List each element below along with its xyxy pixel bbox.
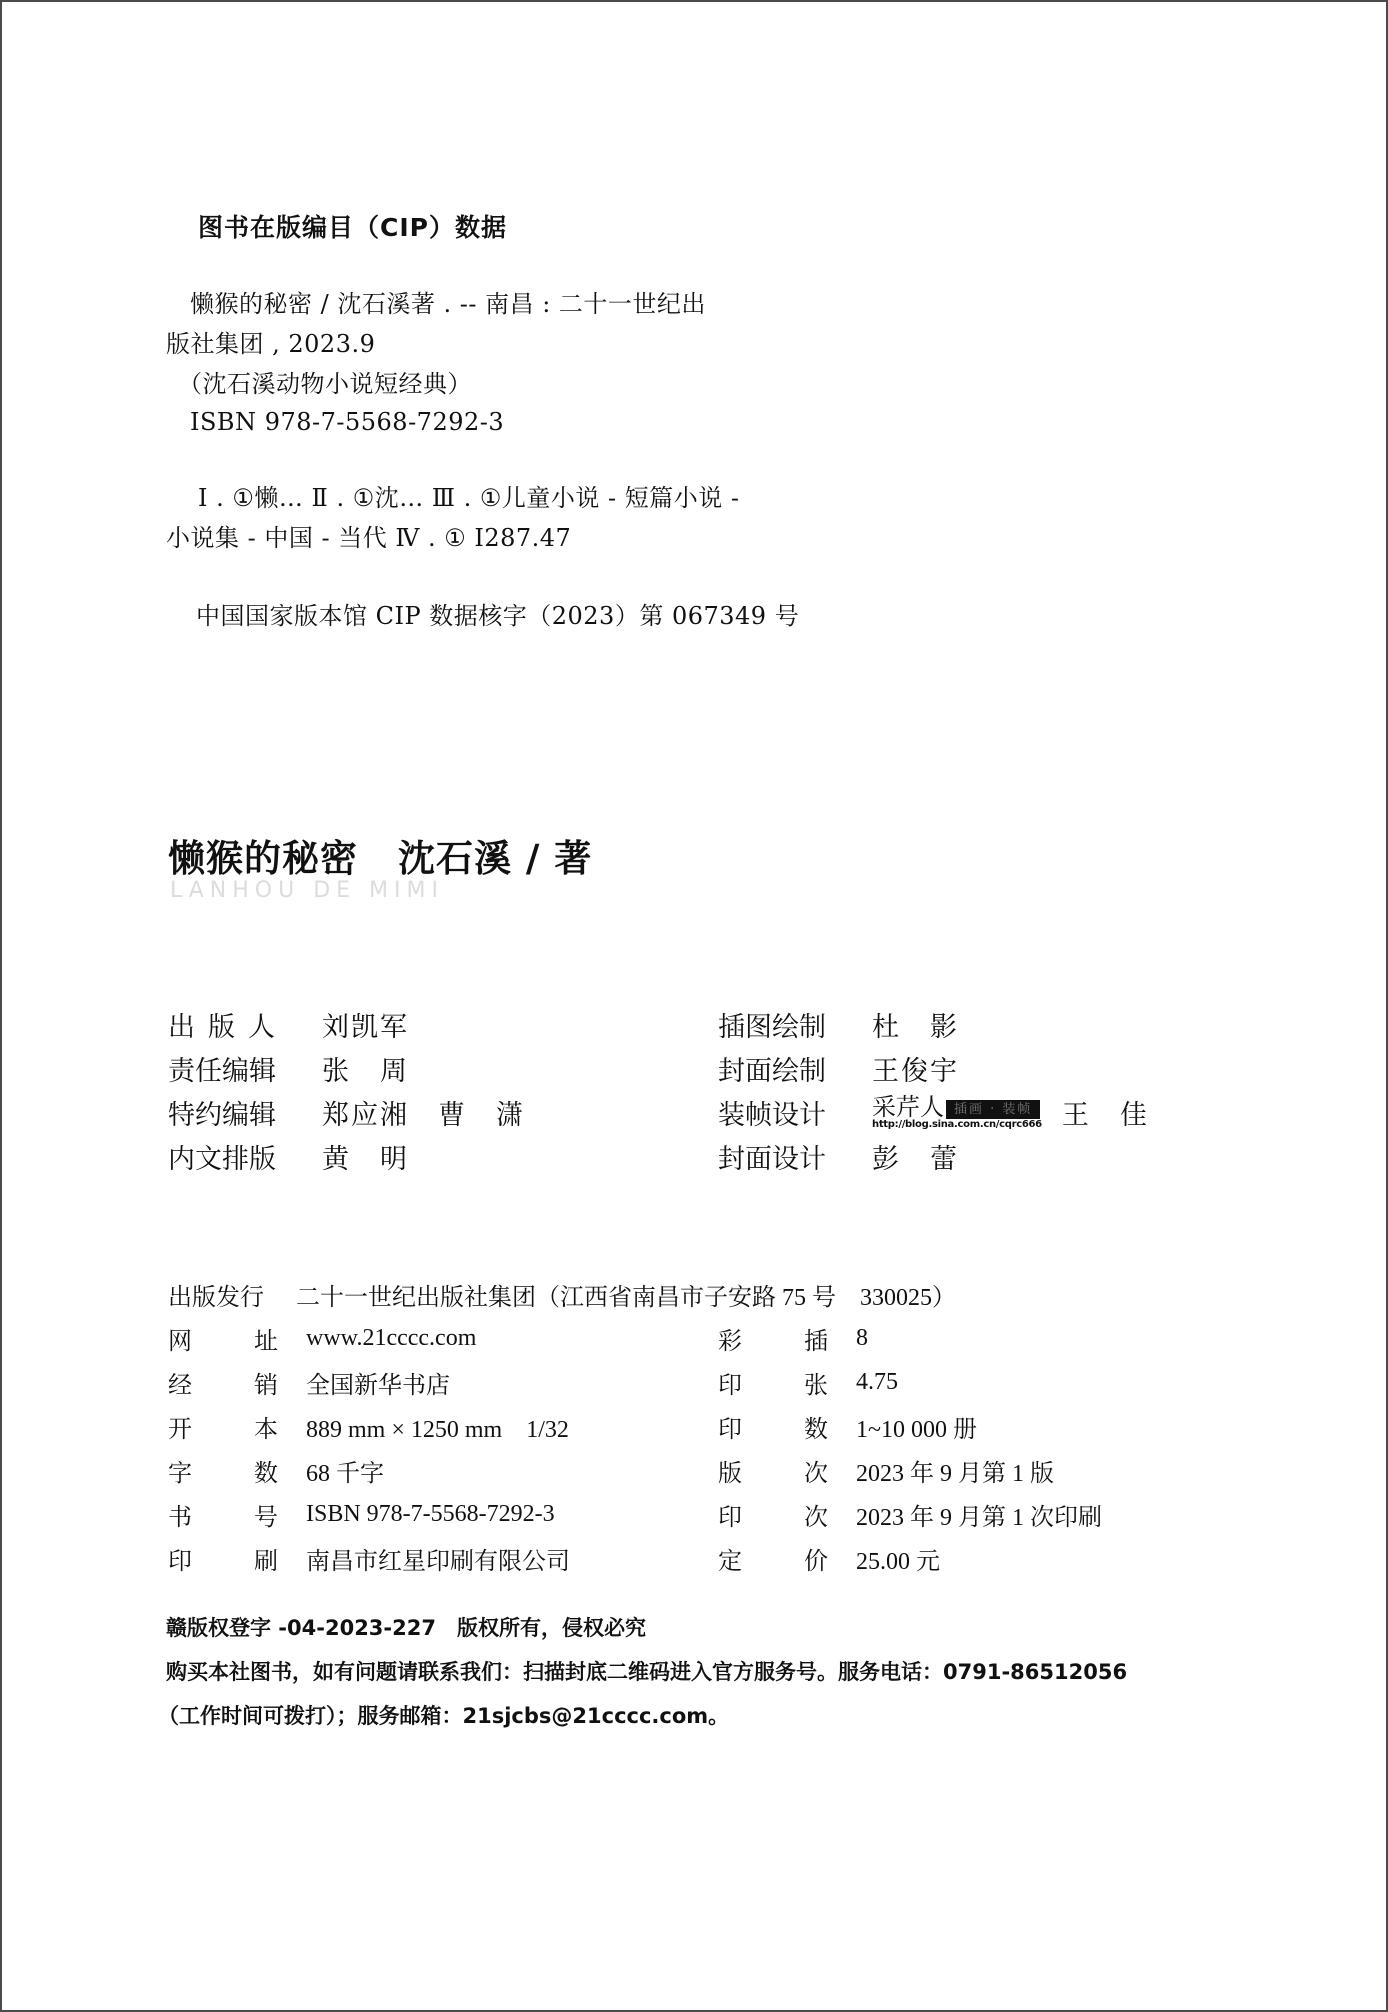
credit-role: 责任编辑 <box>168 1055 276 1087</box>
pub-row-distribution: 经 销 全国新华书店 <box>168 1360 450 1404</box>
pub-value: 南昌市红星印刷有限公司 <box>306 1548 570 1575</box>
credit-name: 刘凯军 <box>322 1011 409 1043</box>
credit-name: 张 周 <box>322 1055 409 1087</box>
credit-row-cover-design <box>718 1134 1149 1178</box>
pub-value: 全国新华书店 <box>306 1372 450 1399</box>
customer-service-line: 购买本社图书，如有问题请联系我们：扫描封底二维码进入官方服务号。服务电话：0791-86512056 <box>166 1660 1128 1684</box>
pub-row-edition: 版 次 2023 年 9 月第 1 版 <box>718 1448 1054 1492</box>
cip-line-1: 懒猴的秘密 / 沈石溪著 . -- 南昌 : 二十一世纪出 <box>190 290 706 318</box>
credits-right <box>718 1002 1149 1178</box>
pub-row-format: 开 本 889 mm × 1250 mm 1/32 <box>168 1404 569 1448</box>
credit-name: 郑应湘 曹 潇 <box>322 1099 525 1131</box>
pub-row-publisher <box>168 1272 956 1316</box>
pub-value: 1~10 000 册 <box>856 1416 977 1443</box>
credit-role: 封面设计 <box>718 1143 826 1175</box>
cip-line-2: 版社集团 , 2023.9 <box>166 330 376 358</box>
credit-name: 杜 影 <box>872 1011 959 1043</box>
pub-value: 2023 年 9 月第 1 次印刷 <box>856 1504 1102 1531</box>
pub-row-impression: 印 次 2023 年 9 月第 1 次印刷 <box>718 1492 1102 1536</box>
credit-role: 出版人 <box>168 1011 288 1043</box>
pub-value: www.21cccc.com <box>306 1324 477 1351</box>
credit-role: 插图绘制 <box>718 1011 826 1043</box>
book-title-line <box>168 828 592 882</box>
pub-row-website: 网 址 www.21cccc.com <box>168 1324 477 1355</box>
pub-value: 8 <box>856 1324 868 1351</box>
cip-isbn: ISBN 978-7-5568-7292-3 <box>190 408 505 436</box>
pub-value: ISBN 978-7-5568-7292-3 <box>306 1500 555 1527</box>
pub-value: 68 千字 <box>306 1460 384 1487</box>
cip-classification-1: Ⅰ . ①懒… Ⅱ . ①沈… Ⅲ . ①儿童小说 - 短篇小说 - <box>198 484 740 512</box>
credit-name: 王 佳 <box>1061 1099 1149 1131</box>
cip-classification-2: 小说集 - 中国 - 当代 Ⅳ . ① I287.47 <box>166 524 572 552</box>
book-author: 沈石溪 / 著 <box>398 836 593 880</box>
credit-role: 封面绘制 <box>718 1055 826 1087</box>
book-title: 懒猴的秘密 <box>168 836 358 880</box>
credit-row-special-editor <box>168 1090 525 1134</box>
credit-role: 装帧设计 <box>718 1099 826 1131</box>
credit-row-cover-art <box>718 1046 1149 1090</box>
credit-row-binding-design <box>718 1090 1149 1134</box>
pub-value: 二十一世纪出版社集团（江西省南昌市子安路 75 号 330025） <box>296 1284 956 1311</box>
service-email-line: （工作时间可拨打）；服务邮箱：21sjcbs@21cccc.com。 <box>158 1704 730 1728</box>
credit-row-editor <box>168 1046 525 1090</box>
pub-value: 25.00 元 <box>856 1548 940 1575</box>
pub-row-color-plates: 彩 插 8 <box>718 1324 868 1355</box>
studio-watermark <box>872 1092 1042 1130</box>
pub-label: 出版发行 <box>168 1282 264 1311</box>
credits-left <box>168 1002 525 1178</box>
pub-value: 889 mm × 1250 mm 1/32 <box>306 1416 569 1443</box>
pub-row-print-run: 印 数 1~10 000 册 <box>718 1404 977 1448</box>
pub-row-word-count: 字 数 68 千字 <box>168 1448 384 1492</box>
pub-row-printed-sheets: 印 张 4.75 <box>718 1368 898 1399</box>
studio-name: 采芹人 <box>872 1092 944 1121</box>
credit-row-typesetting <box>168 1134 525 1178</box>
credit-role: 内文排版 <box>168 1143 276 1175</box>
credit-name: 王俊宇 <box>872 1055 959 1087</box>
credit-row-illustration <box>718 1002 1149 1046</box>
pub-row-isbn: 书 号 ISBN 978-7-5568-7292-3 <box>168 1500 555 1531</box>
pub-row-price: 定 价 25.00 元 <box>718 1536 940 1580</box>
credit-row-publisher <box>168 1002 525 1046</box>
cip-series: （沈石溪动物小说短经典） <box>178 370 472 398</box>
pub-row-printer: 印 刷 南昌市红星印刷有限公司 <box>168 1536 570 1580</box>
pub-value: 4.75 <box>856 1368 898 1395</box>
cip-library-record: 中国国家版本馆 CIP 数据核字（2023）第 067349 号 <box>196 602 800 630</box>
credit-name: 黄 明 <box>322 1143 409 1175</box>
copyright-registration: 赣版权登字 -04-2023-227 版权所有，侵权必究 <box>166 1616 646 1640</box>
credit-role: 特约编辑 <box>168 1099 276 1131</box>
credit-name: 彭 蕾 <box>872 1143 959 1175</box>
studio-url: http://blog.sina.com.cn/cqrc666 <box>872 1118 1042 1130</box>
studio-tag: 插画 · 装帧 <box>946 1100 1040 1119</box>
pinyin-ghost-text: LANHOU DE MIMI <box>170 878 444 903</box>
cip-heading: 图书在版编目（CIP）数据 <box>198 213 507 242</box>
pub-value: 2023 年 9 月第 1 版 <box>856 1460 1054 1487</box>
